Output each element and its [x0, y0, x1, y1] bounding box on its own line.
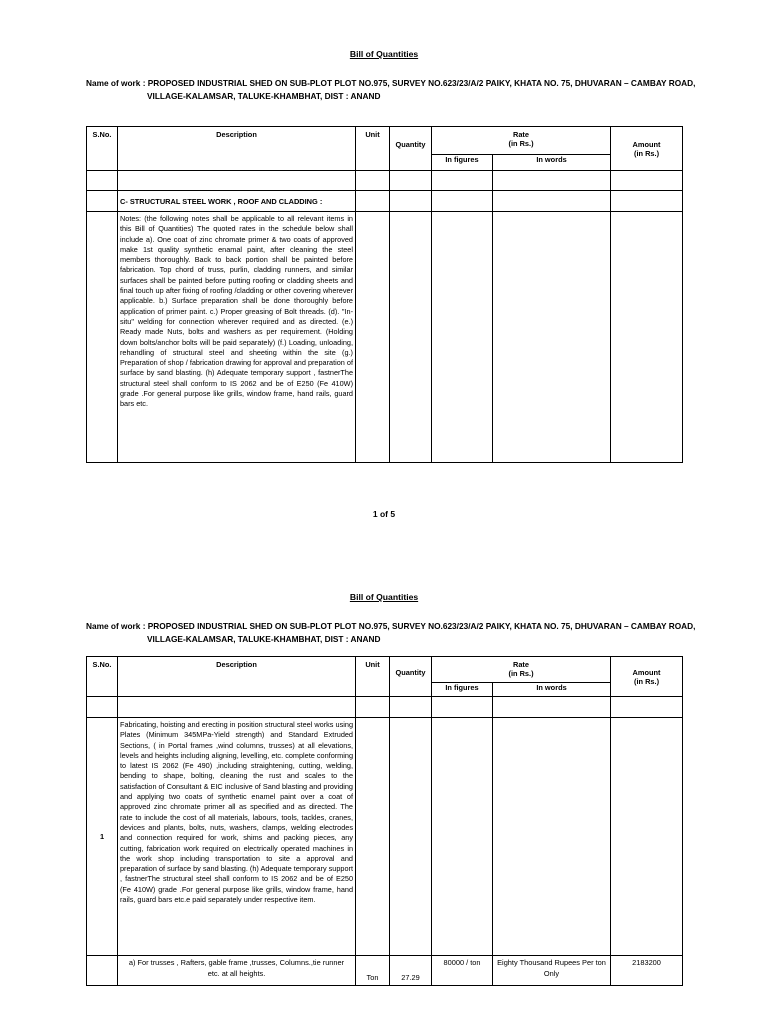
sno-header: S.No.	[87, 127, 118, 171]
table-row	[87, 956, 683, 986]
amount-unit: (in Rs.)	[633, 148, 660, 158]
amount-label: Amount	[632, 139, 661, 149]
amount-header	[611, 127, 683, 171]
rate-label: Rate	[512, 660, 530, 669]
sub-item-amount: 2183200	[611, 956, 683, 986]
page-number: 1 of 5	[372, 509, 396, 519]
in-figures-header: In figures	[432, 683, 493, 697]
notes-text: Notes: (the following notes shall be applicable to all relevant items in this Bill of Quantities) The quoted rates in the schedule below shall include a). One coat of zinc chromate primer & two coats of approved make 1st quality synthetic enamal paint, after cleaning the steel members thoroughly. Back to back portion shall be painted before fabrication. Top chord of truss, purlin, cladding runners, and similar surfaces shall be painted before putting roofing or cladding sheets and final touch up after fixing of roofing /cladding or other covering wherever applicable. b.) Surface preparation shall be done thoroughly before application of primer paint. c.) Proper greasing of Bolt threads. (d). "In-situ" welding for connection wherever required and as directed. (e.) Ready made Nuts, bolts and washers as per requirement. (Holding down bolts/anchor bolts will be paid separately) (f.) Loading, unloading, rehandling of structural steel and sheeting within the site (g.) Preparation of shop / fabrication drawing for approval and preparation of surface by sand blasting. (h) Adequate temporary support , fastnerThe structural steel shall conform to IS 2062 and be of E250 (Fe 410W) grade .For general purpose like grills, window frame, hand rails, guard bars etc.	[118, 212, 356, 463]
page-title: Bill of Quantities	[349, 49, 419, 59]
work-name-line1: Name of work : PROPOSED INDUSTRIAL SHED ON SUB-PLOT PLOT NO.975, SURVEY NO.623/23/A/2 PAIKY, KHATA NO. 75, DHUVARAN – CAMBAY ROAD,	[86, 621, 696, 631]
sno-header: S.No.	[87, 657, 118, 697]
rate-header	[432, 657, 611, 683]
table-row	[87, 697, 683, 718]
work-name-line2: VILLAGE-KALAMSAR, TALUKE-KHAMBHAT, DIST : ANAND	[147, 633, 381, 644]
work-name	[86, 77, 706, 102]
unit-header: Unit	[356, 657, 390, 697]
table-row	[87, 191, 683, 212]
rate-unit: (in Rs.)	[508, 139, 534, 148]
description-header: Description	[118, 657, 356, 697]
amount-label: Amount	[632, 667, 661, 677]
item-description: Fabricating, hoisting and erecting in position structural steel works using Plates (Minimum 345MPa-Yield strength) and Standard Extruded Sections, ( in Portal frames ,wind columns, trusses) at all elevations, levels and heights including aligning, levelling, etc. complete conforming to latest IS 2062 (Fe 490) ,including straightening, cutting, welding, bending to shape, bolting, cleaning the rust and scales to the satisfaction of Consultant & EIC inclusive of Sand blasting and providing and applying two coats of synthetic enamel paint over a coat of approved zinc chromate primer all as specified and as directed. The rate to include the cost of all materials, labours, tools, tackles, cranes, devices and plants, bolts, nuts, washers, clamps, welding electrodes and connection required for work, shims and packing pieces, any cutting, fabrication work required on electrically operated machines in the work shop including transportation to site a approval and preparation of surface by sand blasting. (h) Adequate temporary support , fastnerThe structural steel shall conform to IS 2062 and be of E250 (Fe 410W) grade .For general purpose like grills, window frame, hand rails, guard bars etc.e paid separately under respective item.	[118, 718, 356, 956]
sub-item-rate-words: Eighty Thousand Rupees Per ton Only	[493, 956, 611, 986]
in-words-header: In words	[493, 155, 611, 171]
sub-item-rate-figures: 80000 / ton	[432, 956, 493, 986]
boq-table	[86, 656, 683, 986]
work-name-line1: Name of work : PROPOSED INDUSTRIAL SHED ON SUB-PLOT PLOT NO.975, SURVEY NO.623/23/A/2 PAIKY, KHATA NO. 75, DHUVARAN – CAMBAY ROAD,	[86, 78, 696, 88]
sub-item-quantity: 27.29	[390, 956, 432, 986]
in-figures-header: In figures	[432, 155, 493, 171]
description-header: Description	[118, 127, 356, 171]
table-row	[87, 718, 683, 956]
rate-header	[432, 127, 611, 155]
table-row	[87, 171, 683, 191]
work-name-line2: VILLAGE-KALAMSAR, TALUKE-KHAMBHAT, DIST : ANAND	[147, 90, 381, 101]
amount-header	[611, 657, 683, 697]
rate-unit: (in Rs.)	[508, 669, 534, 678]
rate-label: Rate	[512, 130, 530, 139]
quantity-header: Quantity	[390, 127, 432, 171]
boq-table	[86, 126, 683, 463]
work-name	[86, 620, 706, 645]
quantity-header: Quantity	[390, 657, 432, 697]
section-heading: C- STRUCTURAL STEEL WORK , ROOF AND CLADDING :	[118, 191, 356, 212]
item-number: 1	[87, 718, 118, 956]
amount-unit: (in Rs.)	[633, 676, 660, 686]
sub-item-description: a) For trusses , Rafters, gable frame ,trusses, Columns.,tie runner etc. at all heights.	[118, 956, 356, 986]
page-title: Bill of Quantities	[349, 592, 419, 602]
sub-item-unit: Ton	[356, 956, 390, 986]
in-words-header: In words	[493, 683, 611, 697]
unit-header: Unit	[356, 127, 390, 171]
table-row	[87, 212, 683, 463]
